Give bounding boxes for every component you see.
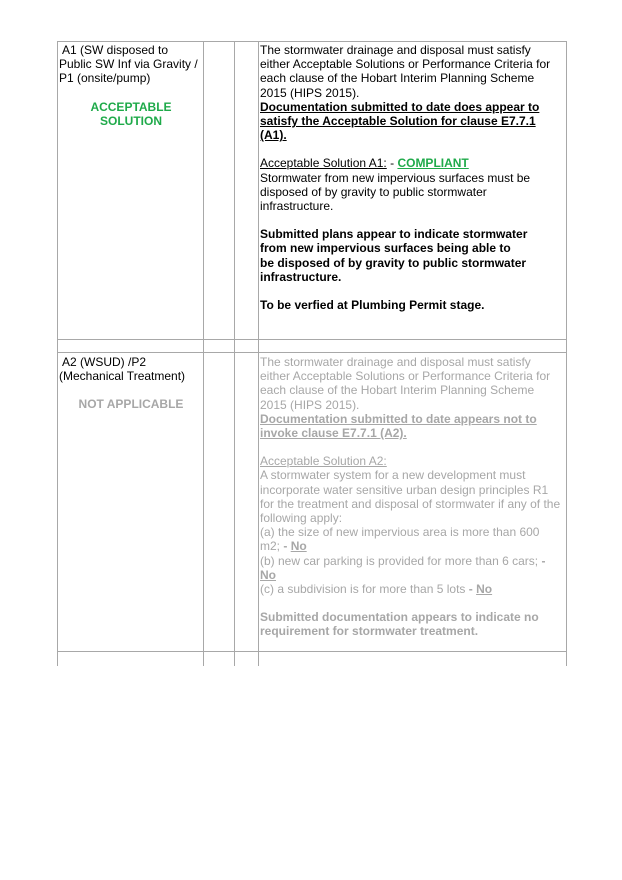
criterion-line: Public SW Inf via Gravity /: [59, 57, 198, 72]
condition-answer: No: [260, 567, 276, 582]
condition-c: [260, 582, 566, 596]
text-line: satisfy the Acceptable Solution for clause E7.7.1: [260, 114, 536, 129]
text-line: m2;: [260, 539, 281, 554]
column-divider: [203, 41, 204, 666]
row-divider: [57, 339, 567, 340]
text-line: following apply:: [260, 511, 343, 526]
condition-separator: -: [465, 582, 477, 597]
condition-a: [260, 525, 566, 553]
condition-answer: No: [476, 582, 493, 597]
verification-note: To be verfied at Plumbing Permit stage.: [260, 298, 485, 313]
text-line: incorporate water sensitive urban design principles R1: [260, 482, 549, 497]
criterion-line: (Mechanical Treatment): [59, 369, 186, 384]
text-line: Documentation submitted to date does appear to: [260, 99, 540, 114]
text-line: each clause of the Hobart Interim Planning Scheme: [260, 383, 535, 398]
column-divider: [57, 41, 58, 666]
text-line: A stormwater system for a new development must: [260, 468, 526, 483]
assessment-table: [57, 41, 567, 666]
status-line: ACCEPTABLE: [90, 99, 172, 114]
intro-paragraph: [260, 355, 566, 412]
condition-separator: -: [280, 539, 291, 554]
condition-b: [260, 554, 566, 582]
text-line: 2015 (HIPS 2015).: [260, 85, 360, 100]
assessment-text: [260, 610, 566, 638]
status-line: SOLUTION: [100, 113, 162, 128]
solution-text: [260, 171, 566, 214]
column-divider: [234, 41, 235, 666]
text-line: infrastructure.: [260, 199, 334, 214]
criterion-cell-a1: [59, 43, 203, 128]
text-line: for the treatment and disposal of stormwater if any of the: [260, 496, 561, 511]
text-line: each clause of the Hobart Interim Planning Scheme: [260, 71, 535, 86]
text-line: either Acceptable Solutions or Performance Criteria for: [260, 369, 551, 384]
text-line: requirement for stormwater treatment.: [260, 624, 479, 639]
criterion-cell-a2: [59, 355, 203, 412]
text-line: Documentation submitted to date appears not to: [260, 411, 537, 426]
text-line: (c) a subdivision is for more than 5 lots: [260, 582, 466, 597]
text-line: Stormwater from new impervious surfaces must be: [260, 170, 531, 185]
text-line: either Acceptable Solutions or Performance Criteria for: [260, 57, 551, 72]
table-top-border: [57, 41, 567, 42]
assessment-text: [260, 227, 566, 284]
documentation-statement: [260, 412, 566, 440]
status-badge: NOT APPLICABLE: [78, 397, 184, 412]
solution-text: [260, 468, 566, 525]
text-line: The stormwater drainage and disposal must satisfy: [260, 355, 531, 369]
criterion-line: A2 (WSUD) /P2: [62, 355, 147, 369]
text-line: 2015 (HIPS 2015).: [260, 397, 360, 412]
text-line: The stormwater drainage and disposal must satisfy: [260, 43, 531, 57]
text-line: be disposed of by gravity to public stormwater: [260, 255, 527, 270]
column-divider: [566, 41, 567, 666]
compliance-status: COMPLIANT: [397, 156, 469, 171]
text-line: from new impervious surfaces being able to: [260, 241, 511, 256]
row-divider: [57, 651, 567, 652]
text-line: Submitted plans appear to indicate stormwater: [260, 227, 528, 242]
condition-answer: No: [290, 539, 307, 554]
condition-separator: -: [538, 553, 546, 568]
column-divider: [258, 41, 259, 666]
solution-label: Acceptable Solution A2:: [260, 454, 387, 469]
text-line: (a) the size of new impervious area is more than 600: [260, 525, 540, 540]
intro-paragraph: [260, 43, 566, 100]
comment-cell-a2: [260, 355, 566, 639]
text-line: Submitted documentation appears to indicate no: [260, 610, 539, 625]
comment-cell-a1: [260, 43, 566, 312]
criterion-line: P1 (onsite/pump): [59, 71, 151, 86]
row-divider: [57, 352, 567, 353]
documentation-statement: [260, 100, 566, 143]
text-line: infrastructure.: [260, 269, 342, 284]
text-line: disposed of by gravity to public stormwater: [260, 184, 487, 199]
text-line: invoke clause E7.7.1 (A2).: [260, 426, 407, 441]
solution-separator: -: [386, 156, 398, 171]
solution-label: Acceptable Solution A1:: [260, 156, 387, 171]
status-badge: [59, 100, 203, 128]
text-line: (A1).: [260, 128, 287, 143]
acceptable-solution-heading: [260, 156, 566, 170]
text-line: (b) new car parking is provided for more than 6 cars;: [260, 553, 539, 568]
criterion-line: A1 (SW disposed to: [62, 43, 169, 57]
